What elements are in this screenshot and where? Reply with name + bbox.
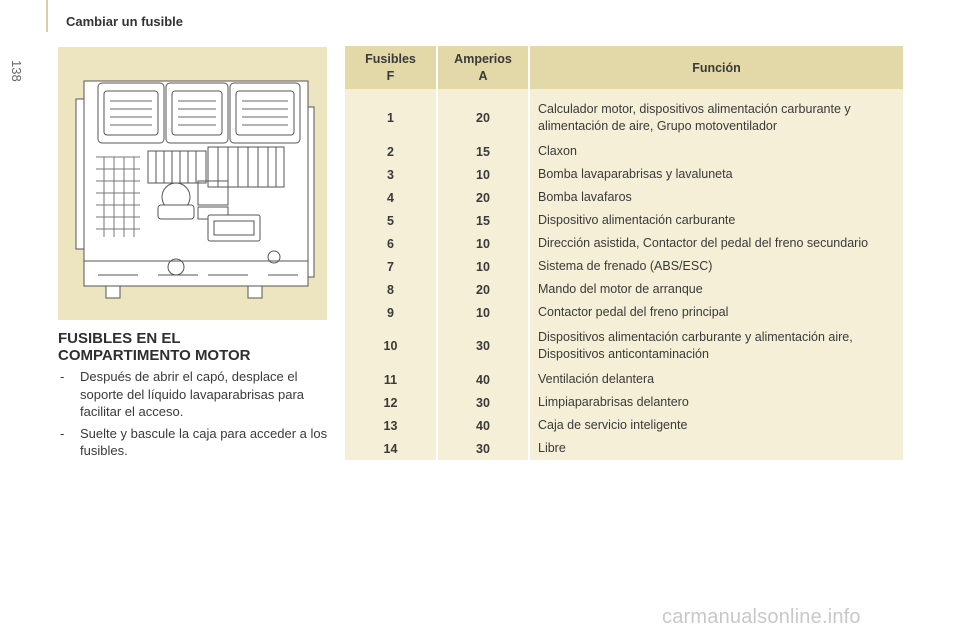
fuse-amps: 30	[437, 391, 529, 414]
fuse-amps: 40	[437, 414, 529, 437]
fuse-function: Ventilación delantera	[529, 368, 903, 391]
fuse-number: 6	[345, 232, 437, 255]
header-fuses-label: Fusibles	[365, 51, 416, 66]
fuse-number: 1	[345, 92, 437, 140]
fuse-function: Dirección asistida, Contactor del pedal del freno secundario	[529, 232, 903, 255]
header-fuses	[345, 46, 437, 89]
fuse-number: 12	[345, 391, 437, 414]
fuse-amps: 15	[437, 140, 529, 163]
fuse-amps: 20	[437, 278, 529, 301]
fuse-number: 2	[345, 140, 437, 163]
fuse-function: Limpiaparabrisas delantero	[529, 391, 903, 414]
fuse-amps: 20	[437, 92, 529, 140]
table-row	[345, 391, 903, 414]
table-row	[345, 255, 903, 278]
section-title-line1: FUSIBLES EN EL	[58, 330, 181, 347]
fuse-number: 3	[345, 163, 437, 186]
instruction-list	[58, 368, 330, 464]
fuse-amps: 30	[437, 324, 529, 368]
fuse-function: Claxon	[529, 140, 903, 163]
fuse-function: Dispositivos alimentación carburante y alimentación aire, Dispositivos anticontaminación	[529, 324, 903, 368]
fuse-function: Sistema de frenado (ABS/ESC)	[529, 255, 903, 278]
fuse-number: 8	[345, 278, 437, 301]
fuse-table-header	[345, 46, 903, 89]
fuse-amps: 15	[437, 209, 529, 232]
fuse-function: Dispositivo alimentación carburante	[529, 209, 903, 232]
fuse-function: Calculador motor, dispositivos alimentación carburante y alimentación de aire, Grupo motoventilador	[529, 92, 903, 140]
fuse-function: Mando del motor de arranque	[529, 278, 903, 301]
fuse-function: Caja de servicio inteligente	[529, 414, 903, 437]
table-row	[345, 437, 903, 460]
fuse-amps: 40	[437, 368, 529, 391]
header-function: Función	[529, 46, 903, 89]
fuse-number: 11	[345, 368, 437, 391]
table-row	[345, 278, 903, 301]
fuse-function: Libre	[529, 437, 903, 460]
fuse-box-diagram	[58, 47, 327, 320]
table-row	[345, 324, 903, 368]
fuse-box-illustration	[58, 47, 327, 320]
table-row	[345, 414, 903, 437]
fuse-number: 7	[345, 255, 437, 278]
fuse-number: 10	[345, 324, 437, 368]
fuse-amps: 10	[437, 232, 529, 255]
table-row	[345, 92, 903, 140]
table-row	[345, 232, 903, 255]
fuse-number: 4	[345, 186, 437, 209]
fuse-amps: 10	[437, 163, 529, 186]
fuse-table	[345, 46, 903, 460]
section-title	[58, 330, 328, 364]
fuse-number: 9	[345, 301, 437, 324]
header-amps-symbol: A	[478, 68, 488, 83]
table-row	[345, 186, 903, 209]
page-number: 138	[9, 60, 24, 82]
table-row	[345, 368, 903, 391]
table-row	[345, 301, 903, 324]
fuse-amps: 10	[437, 301, 529, 324]
fuse-amps: 10	[437, 255, 529, 278]
instruction-step: - Suelte y bascule la caja para acceder a los fusibles.	[58, 425, 330, 460]
fuse-number: 13	[345, 414, 437, 437]
header-fuses-symbol: F	[386, 68, 395, 83]
table-row	[345, 209, 903, 232]
fuse-function: Bomba lavafaros	[529, 186, 903, 209]
fuse-number: 5	[345, 209, 437, 232]
header-amps-label: Amperios	[454, 51, 512, 66]
header-amps	[437, 46, 529, 89]
header-rule	[46, 0, 48, 32]
fuse-amps: 30	[437, 437, 529, 460]
table-row	[345, 140, 903, 163]
table-row	[345, 163, 903, 186]
fuse-amps: 20	[437, 186, 529, 209]
fuse-function: Bomba lavaparabrisas y lavaluneta	[529, 163, 903, 186]
page-header: Cambiar un fusible	[66, 14, 184, 29]
section-title-line2: COMPARTIMENTO MOTOR	[58, 347, 251, 364]
watermark: carmanualsonline.info	[662, 606, 861, 628]
instruction-step: - Después de abrir el capó, desplace el soporte del líquido lavaparabrisas para facilitar el acceso.	[58, 368, 330, 421]
fuse-function: Contactor pedal del freno principal	[529, 301, 903, 324]
fuse-number: 14	[345, 437, 437, 460]
